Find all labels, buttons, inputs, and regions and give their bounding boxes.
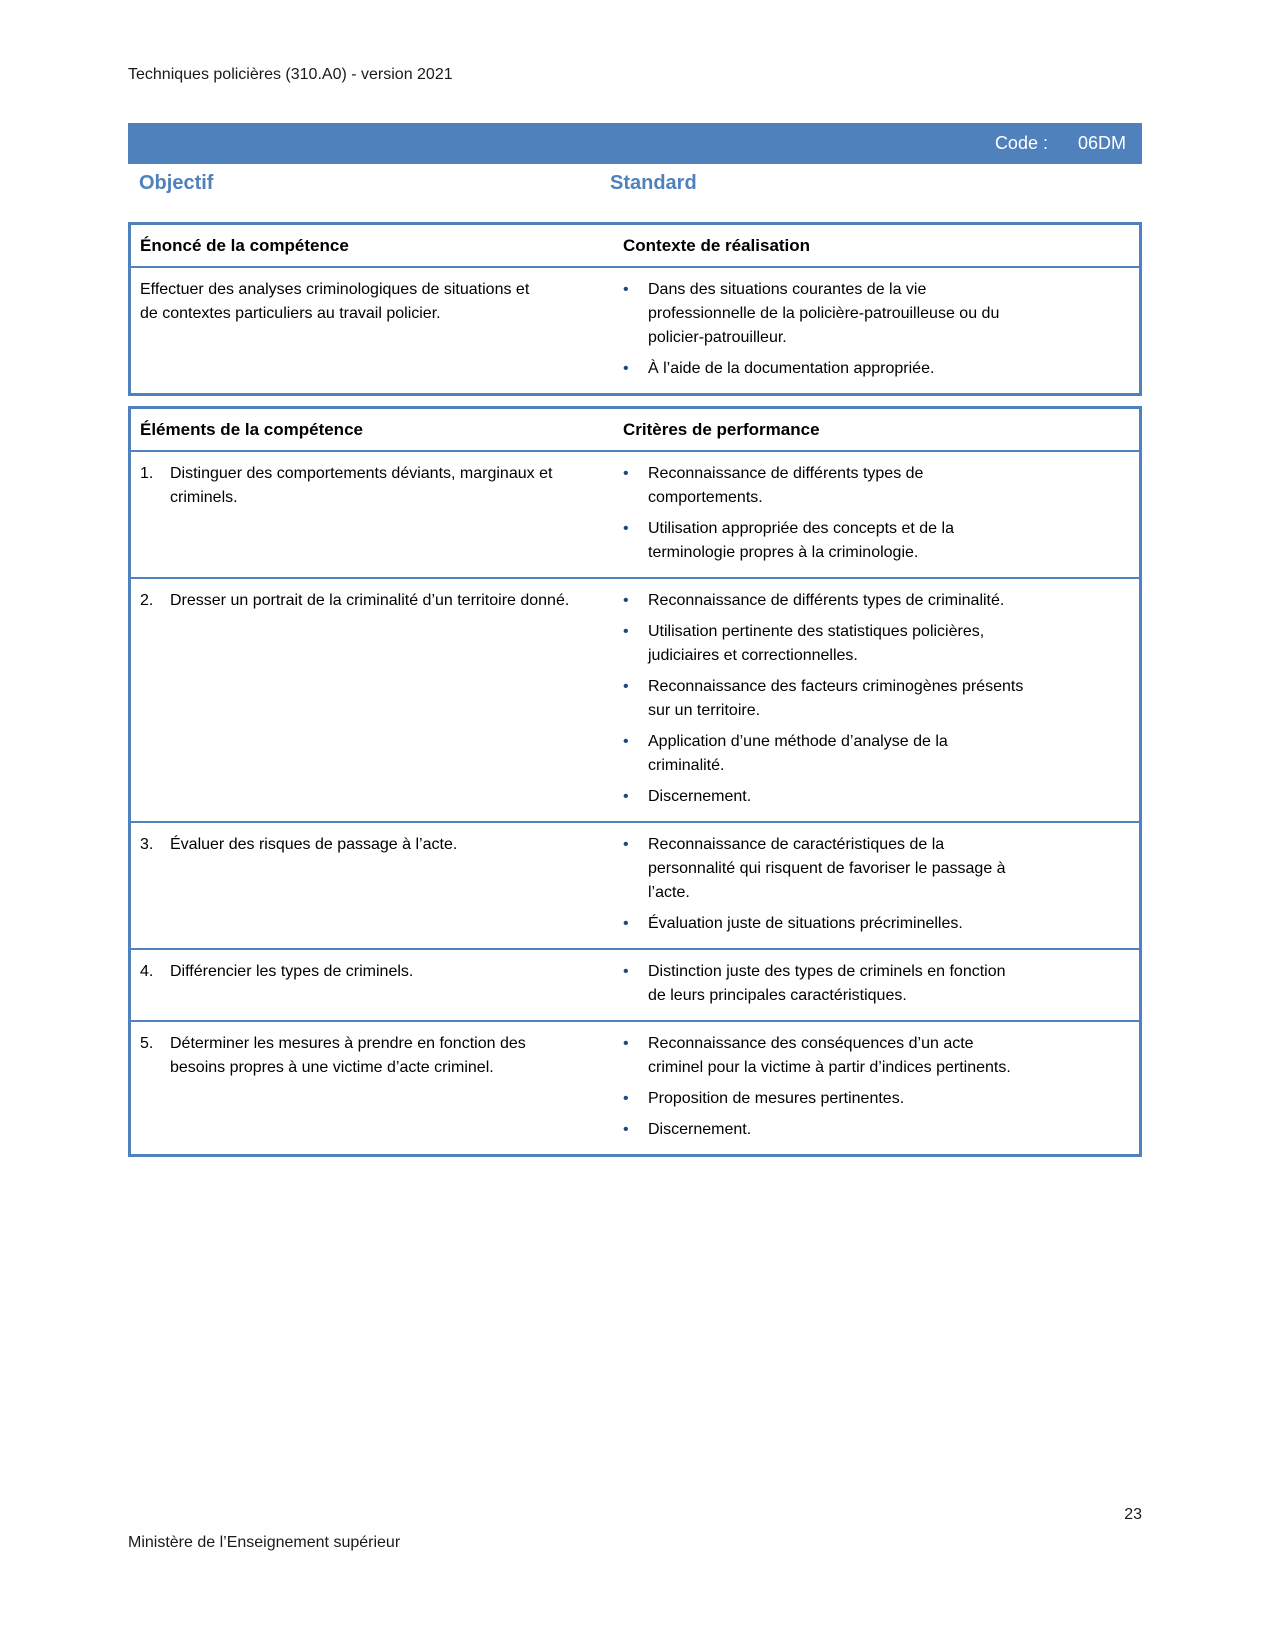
- bullet-item: [623, 785, 1125, 809]
- criteria-cell: [603, 1022, 1139, 1154]
- page-number: 23: [1124, 1506, 1142, 1523]
- bullet-item: [623, 278, 1125, 350]
- objectif-title: Objectif: [139, 172, 214, 194]
- element-cell: [131, 268, 603, 393]
- bullet-icon: •: [623, 915, 629, 932]
- table-body: [131, 450, 1139, 1154]
- bullet-icon: •: [623, 733, 629, 750]
- bullet-icon: •: [623, 465, 629, 482]
- criteria-cell: [603, 950, 1139, 1020]
- code-value: 06DM: [1077, 133, 1126, 153]
- document-title: Techniques policières (310.A0) - version 2021: [128, 66, 453, 83]
- bullet-item: [623, 357, 1125, 381]
- bullet-icon: •: [623, 836, 629, 853]
- enonce-header: Énoncé de la compétence: [140, 236, 349, 255]
- element-cell: [131, 579, 603, 821]
- bullet-icon: •: [623, 520, 629, 537]
- bullet-text: Dans des situations courantes de la vie professionnelle de la policière-patrouilleuse ou du policier-patrouilleur.: [648, 281, 1000, 346]
- table-body: [131, 266, 1139, 393]
- elements-header: Éléments de la compétence: [140, 420, 363, 439]
- bullet-item: [623, 462, 1125, 510]
- numbered-item: [140, 833, 593, 857]
- element-text: Dresser un portrait de la criminalité d’un territoire donné.: [170, 592, 570, 609]
- bullet-text: Utilisation appropriée des concepts et de la terminologie propres à la criminologie.: [648, 520, 954, 561]
- bullet-text: Distinction juste des types de criminels en fonction de leurs principales caractéristiques.: [648, 963, 1006, 1004]
- bullet-text: À l’aide de la documentation appropriée.: [648, 360, 935, 377]
- bullet-icon: •: [623, 788, 629, 805]
- bullet-icon: •: [623, 1090, 629, 1107]
- item-number: 2.: [140, 592, 154, 609]
- numbered-item: [140, 1032, 593, 1080]
- element-cell: [131, 950, 603, 1020]
- table-header-row: [131, 225, 1139, 266]
- bullet-icon: •: [623, 1035, 629, 1052]
- bullet-item: [623, 1118, 1125, 1142]
- bullet-icon: •: [623, 1121, 629, 1138]
- bullet-icon: •: [623, 281, 629, 298]
- element-cell: [131, 452, 603, 577]
- bullet-item: [623, 833, 1125, 905]
- criteria-cell: [603, 268, 1139, 393]
- table-row: [131, 266, 1139, 393]
- criteres-header: Critères de performance: [623, 420, 820, 439]
- item-number: 3.: [140, 836, 154, 853]
- elements-table: [128, 406, 1142, 1157]
- table-row: [131, 450, 1139, 577]
- bullet-item: [623, 1087, 1125, 1111]
- competence-table: [128, 222, 1142, 396]
- bullet-item: [623, 517, 1125, 565]
- bullet-text: Reconnaissance de différents types de criminalité.: [648, 592, 1005, 609]
- element-cell: [131, 823, 603, 948]
- criteria-cell: [603, 823, 1139, 948]
- bullet-text: Proposition de mesures pertinentes.: [648, 1090, 905, 1107]
- bullet-item: [623, 675, 1125, 723]
- table-header-row: [131, 409, 1139, 450]
- bullet-text: Reconnaissance des facteurs criminogènes présents sur un territoire.: [648, 678, 1024, 719]
- footer-ministry: Ministère de l’Enseignement supérieur: [128, 1534, 401, 1551]
- element-text: Déterminer les mesures à prendre en fonction des besoins propres à une victime d’acte criminel.: [170, 1035, 526, 1076]
- code-banner: [128, 123, 1142, 164]
- criteria-cell: [603, 579, 1139, 821]
- bullet-text: Reconnaissance des conséquences d’un acte criminel pour la victime à partir d’indices pertinents.: [648, 1035, 1011, 1076]
- bullet-item: [623, 912, 1125, 936]
- numbered-item: [140, 589, 593, 613]
- table-row: [131, 1020, 1139, 1154]
- code-label: Code :: [994, 133, 1048, 153]
- bullet-icon: •: [623, 678, 629, 695]
- element-cell: [131, 1022, 603, 1154]
- standard-title: Standard: [610, 172, 697, 194]
- table-row: [131, 577, 1139, 821]
- bullet-text: Discernement.: [648, 788, 752, 805]
- bullet-item: [623, 960, 1125, 1008]
- table-row: [131, 948, 1139, 1020]
- bullet-item: [623, 589, 1125, 613]
- bullet-text: Évaluation juste de situations précriminelles.: [648, 915, 963, 932]
- element-text: Distinguer des comportements déviants, marginaux et criminels.: [170, 465, 553, 506]
- criteria-cell: [603, 452, 1139, 577]
- bullet-icon: •: [623, 592, 629, 609]
- bullet-icon: •: [623, 963, 629, 980]
- bullet-item: [623, 620, 1125, 668]
- item-number: 4.: [140, 963, 154, 980]
- item-number: 1.: [140, 465, 154, 482]
- element-text: Effectuer des analyses criminologiques de situations et de contextes particuliers au travail policier.: [140, 281, 530, 322]
- bullet-icon: •: [623, 360, 629, 377]
- numbered-item: [140, 462, 593, 510]
- bullet-text: Utilisation pertinente des statistiques policières, judiciaires et correctionnelles.: [648, 623, 985, 664]
- bullet-icon: •: [623, 623, 629, 640]
- element-text: Évaluer des risques de passage à l’acte.: [170, 836, 458, 853]
- bullet-text: Discernement.: [648, 1121, 752, 1138]
- table-row: [131, 821, 1139, 948]
- bullet-item: [623, 730, 1125, 778]
- bullet-text: Reconnaissance de différents types de comportements.: [648, 465, 924, 506]
- bullet-text: Application d’une méthode d’analyse de la criminalité.: [648, 733, 948, 774]
- element-text: Différencier les types de criminels.: [170, 963, 414, 980]
- bullet-text: Reconnaissance de caractéristiques de la personnalité qui risquent de favoriser le passage à l’acte.: [648, 836, 1006, 901]
- numbered-item: [140, 960, 593, 984]
- section-titles: [128, 172, 1142, 202]
- bullet-item: [623, 1032, 1125, 1080]
- contexte-header: Contexte de réalisation: [623, 236, 811, 255]
- item-number: 5.: [140, 1035, 154, 1052]
